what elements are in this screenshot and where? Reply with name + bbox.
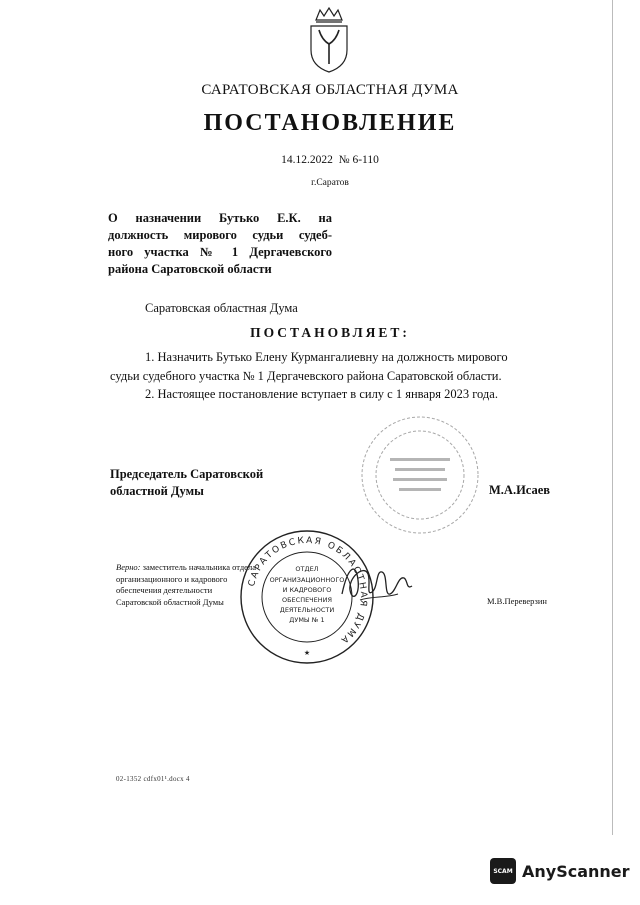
seal-line: ОБЕСПЕЧЕНИЯ: [281, 596, 333, 604]
certification-line: Саратовской областной Думы: [116, 596, 224, 607]
certifier-name: М.В.Переверзин: [487, 596, 547, 606]
saratov-coat-of-arms-icon: [306, 6, 352, 74]
signatory-position: [110, 466, 263, 500]
date-number-line: [120, 154, 540, 166]
certification-block: [116, 562, 256, 608]
certification-line: обеспечения деятельности: [116, 585, 213, 595]
seal-line: ДУМЫ № 1: [289, 616, 325, 624]
file-reference-code: 02-1352 cdfx01¹.docx 4: [116, 775, 190, 783]
scan-edge-line: [612, 0, 613, 835]
seal-line: ОТДЕЛ: [295, 565, 319, 573]
handwritten-signature: [338, 556, 414, 606]
certification-line: заместитель начальника отдела: [142, 562, 256, 572]
faint-stamp: [355, 410, 485, 540]
signatory-name: М.А.Исаев: [489, 483, 551, 497]
certification-line: организационного и кадрового: [116, 573, 228, 584]
preamble: Саратовская областная Дума: [145, 301, 298, 315]
document-city: г.Саратов: [311, 178, 349, 188]
document-subject: [108, 210, 332, 278]
signatory-position-line: Председатель Саратовской: [110, 467, 264, 481]
certification-label: Верно:: [116, 562, 141, 572]
scanner-logo-icon: SCAM: [490, 858, 516, 884]
subject-line: района Саратовской области: [108, 262, 272, 276]
subject-line: О назначении Бутько Е.К. на: [108, 211, 332, 225]
item-1-line-2: судьи судебного участка № 1 Дергачевского района Саратовской области.: [110, 369, 502, 383]
item-2: 2. Настоящее постановление вступает в силу с 1 января 2023 года.: [145, 387, 498, 401]
subject-line: ного участка № 1 Дергачевского: [108, 245, 332, 259]
decree-heading: ПОСТАНОВЛЯЕТ:: [250, 325, 410, 340]
signatory-position-line: областной Думы: [110, 484, 204, 498]
document-number: № 6-110: [338, 154, 379, 166]
scanner-app-name: AnyScanner: [522, 861, 630, 881]
document-date: 14.12.2022: [281, 154, 333, 166]
seal-ring-text: САРАТОВСКАЯ ОБЛАСТНАЯ ДУМА: [247, 535, 369, 646]
organization-name: САРАТОВСКАЯ ОБЛАСТНАЯ ДУМА: [201, 82, 459, 98]
document-title: ПОСТАНОВЛЕНИЕ: [203, 110, 457, 136]
svg-text:★: ★: [303, 649, 311, 657]
item-1-line-1: 1. Назначить Бутько Елену Курмангалиевну на должность мирового: [145, 350, 508, 364]
scanner-watermark: [490, 858, 630, 884]
seal-line: И КАДРОВОГО: [282, 586, 332, 594]
seal-line: ОРГАНИЗАЦИОННОГО: [269, 576, 345, 584]
seal-line: ДЕЯТЕЛЬНОСТИ: [279, 606, 335, 614]
subject-line: должность мирового судьи судеб-: [108, 228, 332, 242]
